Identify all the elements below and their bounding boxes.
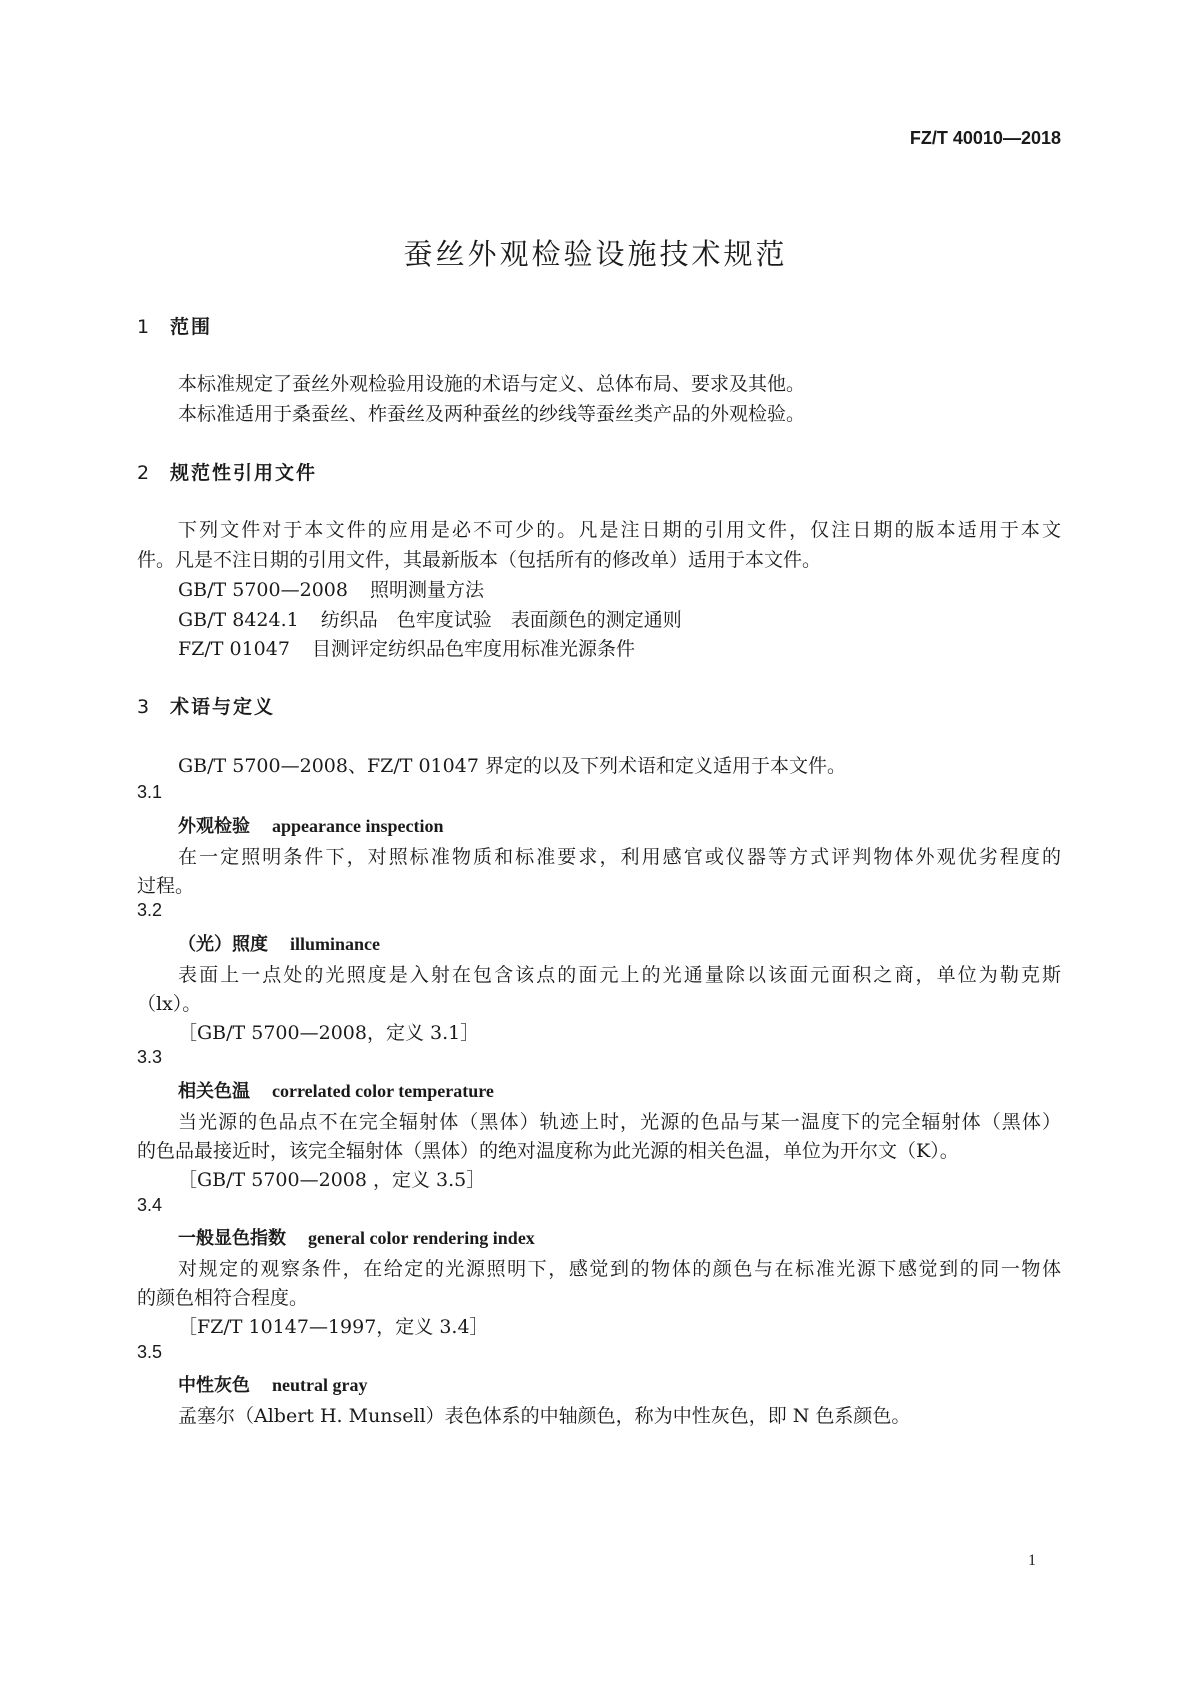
definition-source: ［GB/T 5700—2008 ，定义 3.5］: [178, 1169, 486, 1191]
reference-code: GB/T 5700—2008: [178, 579, 348, 601]
definition-line: 的颜色相符合程度。: [137, 1287, 309, 1309]
term-zh: （光）照度: [178, 934, 268, 955]
clause-number: 3.2: [137, 900, 163, 920]
clause-number: 3.3: [137, 1047, 163, 1067]
reference-code: FZ/T 01047: [178, 638, 290, 660]
definition-line: 对规定的观察条件，在给定的光源照明下，感觉到的物体的颜色与在标准光源下感觉到的同一物体: [178, 1258, 1061, 1280]
section-1-heading: [137, 312, 212, 339]
reference-code: GB/T 8424.1: [178, 609, 299, 631]
term-heading: [178, 1371, 367, 1397]
term-en: general color rendering index: [308, 1228, 535, 1248]
paragraph: 本标准规定了蚕丝外观检验用设施的术语与定义、总体布局、要求及其他。: [178, 373, 806, 395]
clause-number: 3.1: [137, 782, 163, 802]
section-number: 3: [137, 696, 150, 718]
definition-line: 表面上一点处的光照度是入射在包含该点的面元上的光通量除以该面元面积之商，单位为勒克斯: [178, 964, 1061, 986]
term-zh: 外观检验: [178, 816, 250, 837]
section-title: 术语与定义: [170, 696, 276, 718]
definition-line: （lx）。: [137, 993, 202, 1015]
definition-source: ［GB/T 5700—2008，定义 3.1］: [178, 1022, 480, 1044]
term-en: appearance inspection: [272, 816, 444, 836]
reference-name: 纺织品 色牢度试验 表面颜色的测定通则: [320, 609, 682, 631]
term-heading: [178, 930, 380, 956]
document-title: 蚕丝外观检验设施技术规范: [403, 237, 788, 271]
clause-number: 3.4: [137, 1195, 163, 1215]
definition-line: 的色品最接近时，该完全辐射体（黑体）的绝对温度称为此光源的相关色温，单位为开尔文（K）。: [137, 1140, 959, 1162]
paragraph: GB/T 5700—2008、FZ/T 01047 界定的以及下列术语和定义适用于本文件。: [178, 755, 846, 777]
reference-name: 目测评定纺织品色牢度用标准光源条件: [311, 638, 635, 660]
term-heading: [178, 812, 444, 838]
section-number: 2: [137, 462, 150, 484]
term-heading: [178, 1077, 494, 1103]
term-zh: 一般显色指数: [178, 1228, 286, 1249]
definition-line: 在一定照明条件下，对照标准物质和标准要求，利用感官或仪器等方式评判物体外观优劣程度的: [178, 846, 1061, 868]
section-title: 规范性引用文件: [170, 462, 318, 484]
definition-line: 孟塞尔（Albert H. Munsell）表色体系的中轴颜色，称为中性灰色，即 N 色系颜色。: [178, 1405, 911, 1427]
reference-item: [178, 575, 484, 602]
section-2-heading: [137, 458, 317, 485]
paragraph-line: 件。凡是不注日期的引用文件，其最新版本（包括所有的修改单）适用于本文件。: [137, 549, 822, 571]
term-heading: [178, 1224, 535, 1250]
definition-line: 过程。: [137, 875, 195, 897]
paragraph-line: 下列文件对于本文件的应用是必不可少的。凡是注日期的引用文件，仅注日期的版本适用于本文: [178, 519, 1061, 541]
page-number: 1: [1028, 1552, 1036, 1569]
term-zh: 中性灰色: [178, 1375, 250, 1396]
reference-item: [178, 605, 682, 632]
section-title: 范围: [170, 316, 213, 338]
term-en: illuminance: [290, 934, 381, 954]
term-en: neutral gray: [272, 1375, 368, 1395]
paragraph: 本标准适用于桑蚕丝、柞蚕丝及两种蚕丝的纱线等蚕丝类产品的外观检验。: [178, 403, 806, 425]
section-3-heading: [137, 692, 275, 719]
definition-line: 当光源的色品点不在完全辐射体（黑体）轨迹上时，光源的色品与某一温度下的完全辐射体（黑体）: [178, 1111, 1061, 1133]
definition-source: ［FZ/T 10147—1997，定义 3.4］: [178, 1316, 489, 1338]
term-en: correlated color temperature: [272, 1081, 494, 1101]
section-number: 1: [137, 316, 150, 338]
term-zh: 相关色温: [178, 1081, 250, 1102]
standard-number: FZ/T 40010—2018: [909, 128, 1061, 148]
reference-name: 照明测量方法: [369, 579, 484, 601]
clause-number: 3.5: [137, 1342, 163, 1362]
reference-item: [178, 634, 635, 661]
